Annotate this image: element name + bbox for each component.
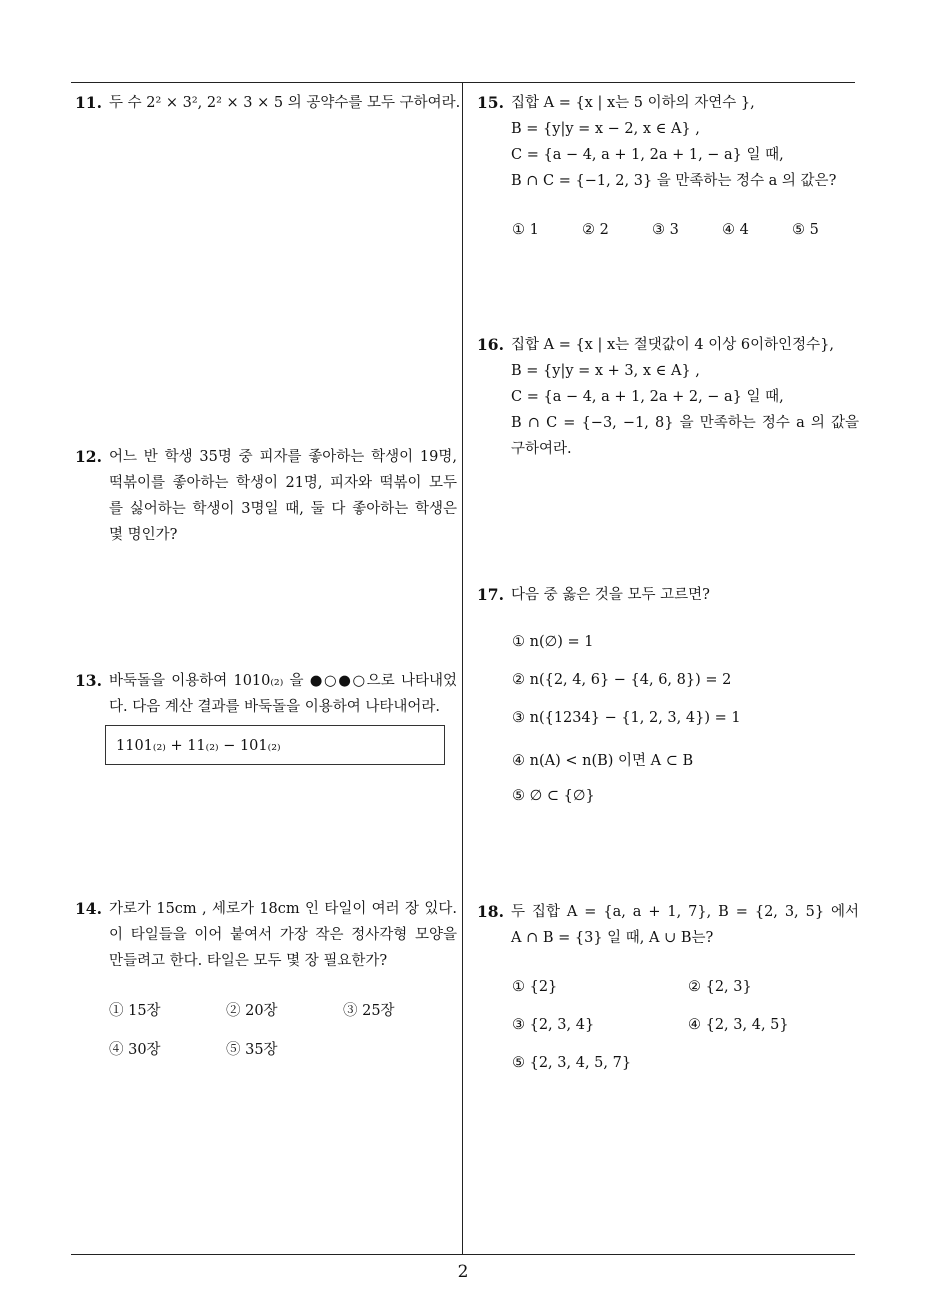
- answer-option-2[interactable]: ② n({2, 4, 6} − {4, 6, 8}) = 2: [512, 672, 732, 688]
- question-text: 다. 다음 계산 결과를 바둑돌을 이용하여 나타내어라.: [109, 699, 441, 715]
- answer-option-5[interactable]: ⑤ ∅ ⊂ {∅}: [512, 788, 595, 804]
- question-text: C = {a − 4, a + 1, 2a + 1, − a} 일 때,: [511, 147, 784, 163]
- answer-option-1[interactable]: ① 15장: [109, 1003, 161, 1019]
- question-16: [477, 332, 859, 462]
- answer-option-3[interactable]: ③ n({1234} − {1, 2, 3, 4}) = 1: [512, 710, 741, 726]
- question-number: 13.: [75, 671, 102, 690]
- question-text: B ∩ C = {−3, −1, 8} 을 만족하는 정수 a 의 값을: [511, 415, 859, 431]
- question-text: 만들려고 한다. 타일은 모두 몇 장 필요한가?: [109, 953, 388, 969]
- answer-option-5[interactable]: ⑤ 5: [792, 222, 819, 238]
- question-text: B ∩ C = {−1, 2, 3} 을 만족하는 정수 a 의 값은?: [511, 173, 837, 189]
- question-number: 14.: [75, 899, 102, 918]
- answer-option-4[interactable]: ④ 30장: [109, 1042, 161, 1058]
- question-number: 12.: [75, 447, 102, 466]
- question-text: B = {y|y = x − 2, x ∈ A} ,: [511, 121, 700, 137]
- bottom-rule: [71, 1254, 855, 1255]
- question-text: 집합 A = {x | x는 5 이하의 자연수 },: [511, 95, 755, 111]
- question-14: [75, 896, 457, 974]
- question-text: 떡볶이를 좋아하는 학생이 21명, 피자와 떡볶이 모두: [109, 475, 457, 491]
- answer-option-5[interactable]: ⑤ {2, 3, 4, 5, 7}: [512, 1055, 632, 1071]
- question-13: [75, 668, 457, 720]
- question-18: [477, 899, 859, 951]
- answer-option-3[interactable]: ③ {2, 3, 4}: [512, 1017, 595, 1033]
- question-text: 두 수 2² × 3², 2² × 3 × 5 의 공약수를 모두 구하여라.: [109, 95, 461, 111]
- answer-option-5[interactable]: ⑤ 35장: [226, 1042, 278, 1058]
- question-text: 바둑돌을 이용하여 1010₍₂₎ 을 ●○●○으로 나타내었: [109, 673, 457, 689]
- answer-option-3[interactable]: ③ 25장: [343, 1003, 395, 1019]
- answer-option-1[interactable]: ① n(∅) = 1: [512, 634, 594, 650]
- question-text: 이 타일들을 이어 붙여서 가장 작은 정사각형 모양을: [109, 927, 457, 943]
- question-text: 를 싫어하는 학생이 3명일 때, 둘 다 좋아하는 학생은: [109, 501, 457, 517]
- question-12: [75, 444, 457, 548]
- question-11: [75, 90, 460, 116]
- question-text: 집합 A = {x | x는 절댓값이 4 이상 6이하인정수},: [511, 337, 834, 353]
- question-text: 두 집합 A = {a, a + 1, 7}, B = {2, 3, 5} 에서: [511, 904, 859, 920]
- column-divider: [462, 83, 463, 1255]
- answer-option-2[interactable]: ② {2, 3}: [688, 979, 752, 995]
- answer-option-1[interactable]: ① {2}: [512, 979, 558, 995]
- answer-option-2[interactable]: ② 20장: [226, 1003, 278, 1019]
- question-text: A ∩ B = {3} 일 때, A ∪ B는?: [511, 930, 714, 946]
- question-number: 16.: [477, 335, 504, 354]
- question-text: B = {y|y = x + 3, x ∈ A} ,: [511, 363, 700, 379]
- question-number: 15.: [477, 93, 504, 112]
- question-text: C = {a − 4, a + 1, 2a + 2, − a} 일 때,: [511, 389, 784, 405]
- answer-option-4[interactable]: ④ 4: [722, 222, 749, 238]
- question-number: 18.: [477, 902, 504, 921]
- expression-box: 1101₍₂₎ + 11₍₂₎ − 101₍₂₎: [105, 725, 445, 765]
- answer-option-4[interactable]: ④ n(A) < n(B) 이면 A ⊂ B: [512, 753, 694, 769]
- answer-option-1[interactable]: ① 1: [512, 222, 539, 238]
- question-text: 가로가 15cm , 세로가 18cm 인 타일이 여러 장 있다.: [109, 901, 457, 917]
- page-number: 2: [457, 1262, 469, 1282]
- question-17: [477, 582, 859, 608]
- question-text: 다음 중 옳은 것을 모두 고르면?: [511, 587, 710, 603]
- question-text: 어느 반 학생 35명 중 피자를 좋아하는 학생이 19명,: [109, 449, 457, 465]
- question-number: 11.: [75, 93, 102, 112]
- question-number: 17.: [477, 585, 504, 604]
- question-text: 구하여라.: [511, 441, 572, 457]
- answer-option-4[interactable]: ④ {2, 3, 4, 5}: [688, 1017, 789, 1033]
- question-text: 몇 명인가?: [109, 527, 178, 543]
- answer-option-2[interactable]: ② 2: [582, 222, 609, 238]
- answer-option-3[interactable]: ③ 3: [652, 222, 679, 238]
- question-15: [477, 90, 859, 194]
